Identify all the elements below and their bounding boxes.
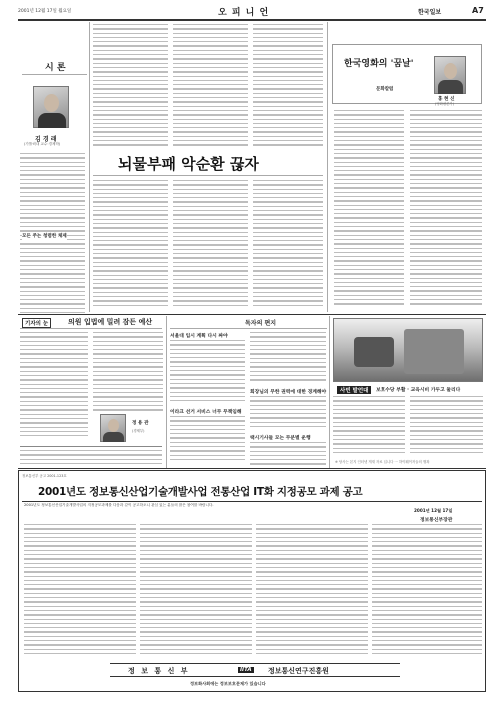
editorial-author-photo [33,86,69,128]
photo-caption-text-2 [410,396,483,456]
reader-item-headline: 택시기사들 모는 무분별 운행 [250,436,311,441]
masthead-date: 2001년 12월 17일 월요일 [18,9,72,14]
reporter-text-1 [20,332,88,442]
ad-body-col-1 [24,524,136,660]
editorial-column-6 [173,180,248,312]
masthead-rule [18,19,486,21]
ad-body-col-4 [372,524,482,660]
ad-top-strip: 정보통신부 공고 2001-123호 [22,474,67,478]
ad-date: 2001년 12월 17일 [414,508,453,513]
right-column-author-photo [434,56,466,94]
section-rule-mid [18,314,486,315]
ad-headline: 2001년도 정보통신산업기술개발사업 전통산업 IT화 지정공모 과제 공고 [38,486,363,498]
masthead [18,4,486,18]
ad-footer [110,663,400,677]
reader-item-text [170,340,245,406]
reader-item-text [250,332,326,386]
masthead-section: 오 피 니 언 [218,8,270,18]
news-photo [333,318,483,382]
editorial-kicker-rule [22,74,87,75]
editorial-kicker: 시 론 [45,63,66,73]
reporter-contact-box [20,446,162,466]
ad-intro: 2001년도 정보통신산업기술개발사업의 지정공모과제를 다음과 같이 공고하오니 관심 있는 분들의 많은 참여를 바랍니다. [24,503,214,507]
editorial-column-7 [253,180,323,312]
reader-item-text [170,416,245,466]
reporter-headline: 의원 입법에 밀려 잠든 예산 [68,318,153,326]
ad-headline-rule [22,501,482,502]
right-column-tag: 문화칼럼 [376,87,394,92]
masthead-paper: 한국일보 [418,9,442,16]
ad-body-col-2 [140,524,252,660]
reader-item-headline: 이라크 선거 서비스 너무 무책임해 [170,410,242,415]
reporter-author: 정 용 관 [132,421,149,426]
editorial-column-2 [93,24,168,152]
reader-item-headline: 서울대 입시 계획 다시 짜야 [170,334,228,339]
ad-body-col-3 [256,524,368,660]
reporter-text-2 [93,332,163,416]
col-divider [327,22,328,312]
reader-rule [170,328,327,329]
reader-item-headline: 회장님의 무한 권력에 대한 경계해야 [250,390,327,395]
reader-kicker: 독자의 편지 [245,320,277,327]
col-divider [166,316,167,468]
col-divider [89,22,90,312]
reader-item-text [250,442,326,466]
ad-issuer: 정보통신부장관 [420,518,453,523]
editorial-subhead: 모든 주는 청렴한 체제 [22,234,67,239]
editorial-headline: 뇌물부패 악순환 끊자 [118,155,259,173]
editorial-headline-rule [93,175,323,176]
reader-item-text [250,396,326,432]
editorial-column-4 [253,24,323,152]
photo-caption-kicker: 사빈 발언대 [337,386,371,394]
editorial-author-name: 김 경 래 [35,136,57,143]
reporter-photo [100,414,126,442]
section-rule-ad [18,468,486,469]
right-column-headline: 한국영화의 '꿈날' [344,59,414,69]
footer-note: ※ 당사는 본지 인터넷 게재 자료 입니다 ··· 하이웨이저들의 행복 [335,460,430,464]
reporter-kicker: 기자의 눈 [22,318,51,328]
ad-footer-logo: IITA [240,666,252,673]
reporter-rule [20,328,162,329]
right-column-author-title: (영화평론가) [435,102,455,106]
editorial-column-3 [173,24,248,152]
photo-caption-text-1 [333,396,405,456]
ad-footer-sub: 정보화사회에는 정보보호문제가 있습니다 [190,681,266,686]
photo-caption-headline: 보호수당 부활 · 교육시비 가두고 둘리다 [376,388,461,393]
editorial-author-title: (가톨릭대 교수·경제학) [24,142,61,146]
editorial-column-5 [93,180,168,312]
reporter-author-title: (경제부) [132,429,145,433]
right-column-text-2 [410,110,482,312]
masthead-page: A7 [472,6,484,15]
right-column-author: 홍 현 신 [438,97,455,102]
ad-footer-right: 정보통신연구진흥원 [268,667,329,675]
ad-footer-left: 정 보 통 신 부 [128,667,190,675]
right-column-text-1 [334,110,404,312]
col-divider [329,316,330,468]
